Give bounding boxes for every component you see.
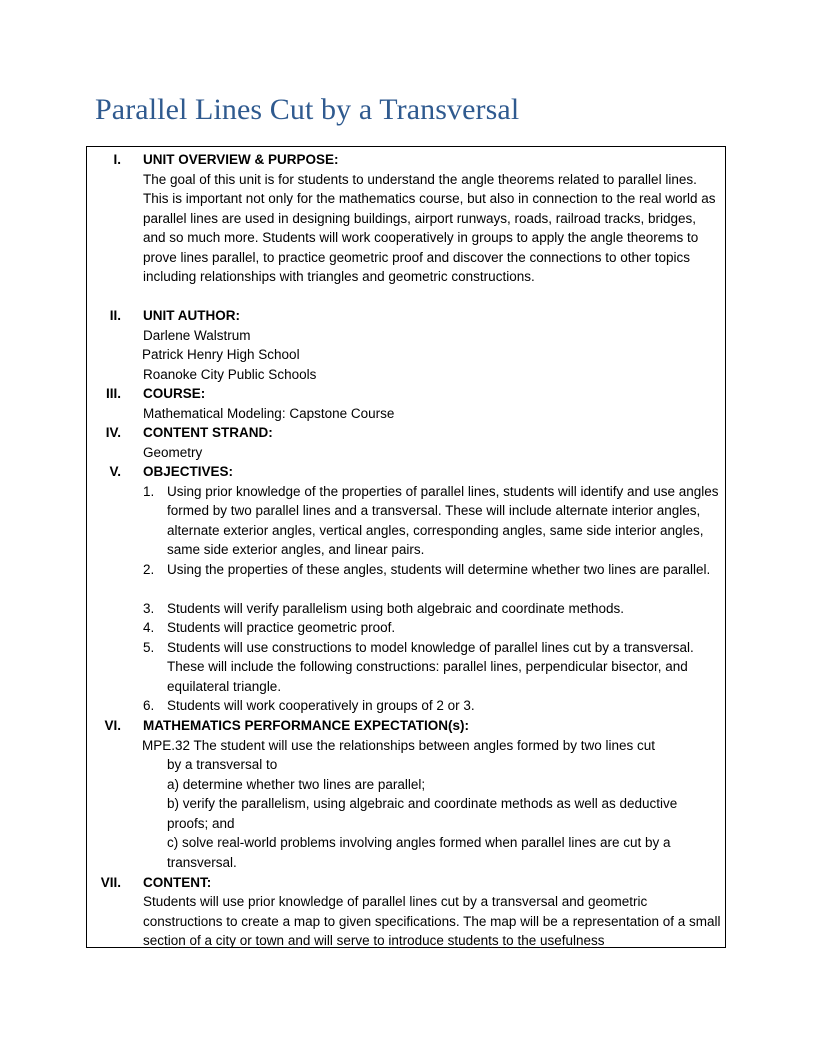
mpe-sub-item: c) solve real-world problems involving angles formed when parallel lines are cut by a transversal. xyxy=(167,835,671,870)
section-number: IV. xyxy=(105,425,121,440)
section-heading-mpe: MATHEMATICS PERFORMANCE EXPECTATION(s): xyxy=(143,718,469,733)
objective-number: 3. xyxy=(143,600,155,616)
section-heading-objectives: OBJECTIVES: xyxy=(143,464,234,479)
page-title: Parallel Lines Cut by a Transversal xyxy=(95,93,520,126)
section-number: I. xyxy=(113,152,121,167)
section-number: VII. xyxy=(100,874,121,890)
objective-number: 6. xyxy=(143,698,155,713)
mpe-sub-item: b) verify the parallelism, using algebraic and coordinate methods as well as deductive proofs; and xyxy=(167,796,678,831)
objective-item xyxy=(143,482,719,560)
objective-item xyxy=(143,618,719,638)
objective-text: Students will use constructions to model knowledge of parallel lines cut by a transversal. These will include the following constructions: parallel lines, perpendicular bisector, and equilateral triangle. xyxy=(167,639,694,694)
objective-item xyxy=(143,696,719,716)
objective-number: 4. xyxy=(143,620,155,635)
section-number: VI. xyxy=(104,718,121,733)
objective-item xyxy=(143,560,719,580)
content-text: Students will use prior knowledge of parallel lines cut by a transversal and geometric constructions to create a map to given specifications. The map will be a representation of a small section of a city or town and will serve to introduce students to the usefulness xyxy=(143,894,721,948)
mpe-sub-item: a) determine whether two lines are parallel; xyxy=(167,776,426,792)
section-heading-course: COURSE: xyxy=(143,386,206,401)
overview-text: The goal of this unit is for students to understand the angle theorems related to parallel lines. This is important not only for the mathematics course, but also in connection to the real world as parallel lines are used in designing buildings, airport runways, roads, railroad tracks, bridges, and so much more. Students will work cooperatively in groups to apply the angle theorems to prove lines parallel, to practice geometric proof and discover the connections to other topics including relationships with triangles and geometric constructions. xyxy=(143,171,716,284)
objective-number: 1. xyxy=(143,483,155,499)
objective-text: Using the properties of these angles, students will determine whether two lines are parallel. xyxy=(167,561,711,577)
strand-name: Geometry xyxy=(143,444,203,460)
author-district: Roanoke City Public Schools xyxy=(143,366,317,382)
unit-outline-box xyxy=(86,146,726,948)
author-school: Patrick Henry High School xyxy=(142,347,300,362)
objective-item xyxy=(143,638,719,697)
mpe-statement: MPE.32 The student will use the relationships between angles formed by two lines cut xyxy=(142,737,656,753)
objective-text: Students will work cooperatively in groups of 2 or 3. xyxy=(167,698,475,713)
objective-number: 5. xyxy=(143,639,155,655)
objective-text: Students will practice geometric proof. xyxy=(167,620,396,635)
section-heading-overview: UNIT OVERVIEW & PURPOSE: xyxy=(143,152,339,167)
objective-text: Students will verify parallelism using both algebraic and coordinate methods. xyxy=(167,600,624,616)
section-heading-author: UNIT AUTHOR: xyxy=(143,308,240,323)
author-name: Darlene Walstrum xyxy=(143,327,251,343)
section-number: II. xyxy=(109,308,121,323)
objective-number: 2. xyxy=(143,561,155,577)
objective-text: Using prior knowledge of the properties of parallel lines, students will identify and use angles formed by two parallel lines and a transversal. These will include alternate interior angles, alternate exterior angles, vertical angles, corresponding angles, same side interior angles, same side exterior angles, and linear pairs. xyxy=(167,483,719,557)
section-number: III. xyxy=(105,386,121,401)
section-number: V. xyxy=(109,464,121,479)
section-heading-strand: CONTENT STRAND: xyxy=(143,425,273,440)
mpe-statement-cont: by a transversal to xyxy=(167,757,278,772)
section-heading-content: CONTENT: xyxy=(143,874,212,890)
objective-item xyxy=(143,599,719,619)
course-name: Mathematical Modeling: Capstone Course xyxy=(143,405,395,421)
